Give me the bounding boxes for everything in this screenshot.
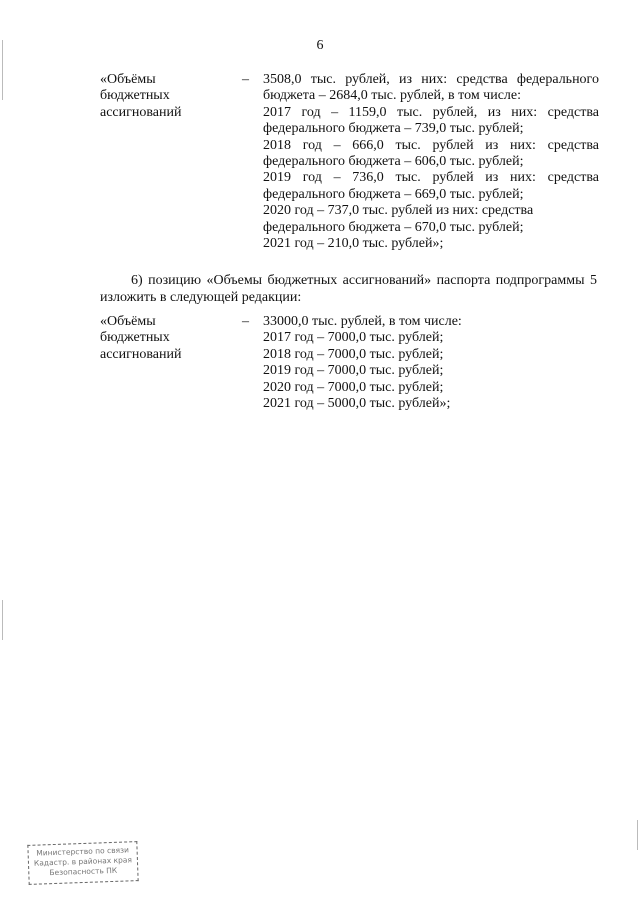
content-line: федерального бюджета – 669,0 тыс. рублей; xyxy=(263,186,524,202)
content-line: бюджета – 2684,0 тыс. рублей, в том числе: xyxy=(263,88,522,104)
budget-allocation-block-1 xyxy=(100,72,600,257)
content-line: 2018 год – 666,0 тыс. рублей из них: средства xyxy=(263,137,599,153)
budget-label-2 xyxy=(100,314,240,363)
content-line: 2018 год – 7000,0 тыс. рублей; xyxy=(263,346,444,362)
content-line: 2020 год – 737,0 тыс. рублей из них: средства xyxy=(263,203,534,219)
stamp-line: Кадастр. в районах края xyxy=(33,855,133,868)
label-line: «Объёмы xyxy=(100,314,156,329)
paragraph-line-1: 6) позицию «Объемы бюджетных ассигнований» паспорта подпрограммы 5 xyxy=(131,273,597,288)
content-line: федерального бюджета – 739,0 тыс. рублей; xyxy=(263,121,524,137)
content-line: 2021 год – 210,0 тыс. рублей»; xyxy=(263,236,444,252)
budget-content-1 xyxy=(263,72,599,252)
scan-edge-mark xyxy=(637,820,638,850)
content-line: федерального бюджета – 606,0 тыс. рублей; xyxy=(263,154,524,170)
budget-label-1 xyxy=(100,72,240,121)
scan-edge-mark xyxy=(2,600,3,640)
paragraph-line-2: изложить в следующей редакции: xyxy=(100,290,302,305)
dash-separator: – xyxy=(242,314,249,329)
content-line: 33000,0 тыс. рублей, в том числе: xyxy=(263,314,462,329)
label-line: «Объёмы xyxy=(100,72,156,87)
content-line: 2017 год – 7000,0 тыс. рублей; xyxy=(263,330,444,346)
content-line: 3508,0 тыс. рублей, из них: средства федерального xyxy=(263,72,599,87)
content-line: 2019 год – 7000,0 тыс. рублей; xyxy=(263,363,444,379)
label-line: бюджетных xyxy=(100,330,170,346)
stamp-line: Министерство по связи xyxy=(36,845,130,858)
budget-allocation-block-2 xyxy=(100,314,600,414)
instruction-paragraph xyxy=(100,272,597,306)
label-line: ассигнований xyxy=(100,104,182,120)
content-line: 2017 год – 1159,0 тыс. рублей, из них: средства xyxy=(263,104,599,120)
content-line: 2020 год – 7000,0 тыс. рублей; xyxy=(263,379,444,395)
page-number: 6 xyxy=(316,38,324,53)
stamp-line: Безопасность ПК xyxy=(49,865,118,878)
label-line: бюджетных xyxy=(100,88,170,104)
content-line: федерального бюджета – 670,0 тыс. рублей; xyxy=(263,219,524,235)
content-line: 2021 год – 5000,0 тыс. рублей»; xyxy=(263,396,451,412)
dash-separator: – xyxy=(242,72,249,87)
scan-edge-mark xyxy=(2,40,3,100)
label-line: ассигнований xyxy=(100,346,182,362)
budget-content-2 xyxy=(263,314,599,412)
registration-stamp xyxy=(27,841,138,885)
content-line: 2019 год – 736,0 тыс. рублей из них: средства xyxy=(263,170,599,186)
